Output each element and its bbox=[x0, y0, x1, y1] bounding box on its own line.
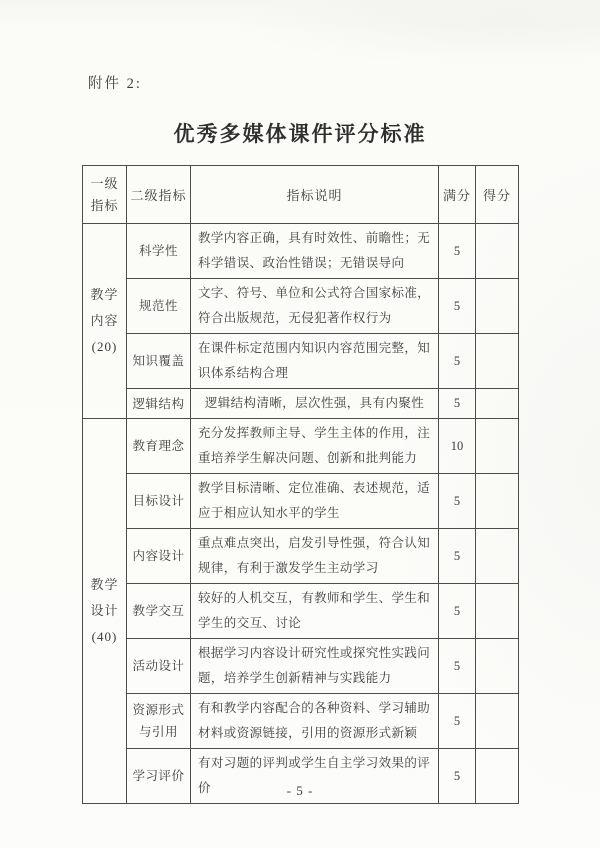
indicator-cell: 教育理念 bbox=[127, 419, 191, 474]
description-cell: 教学内容正确，具有时效性、前瞻性；无科学错误、政治性错误；无错误导向 bbox=[191, 224, 439, 279]
indicator-cell: 学习评价 bbox=[127, 749, 191, 804]
indicator-cell: 科学性 bbox=[127, 224, 191, 279]
score-cell bbox=[476, 389, 519, 419]
description-cell: 文字、符号、单位和公式符合国家标准，符合出版规范，无侵犯著作权行为 bbox=[191, 279, 439, 334]
table-row bbox=[83, 584, 519, 639]
description-cell: 充分发挥教师主导、学生主体的作用，注重培养学生解决问题、创新和批判能力 bbox=[191, 419, 439, 474]
full-score-cell: 5 bbox=[439, 749, 476, 804]
table-row bbox=[83, 279, 519, 334]
table-row bbox=[83, 419, 519, 474]
indicator-cell: 资源形式与引用 bbox=[127, 694, 191, 749]
full-score-cell: 5 bbox=[439, 639, 476, 694]
group-cell-teaching-design: 教学 设计 (40) bbox=[83, 419, 127, 804]
table-row bbox=[83, 639, 519, 694]
score-cell bbox=[476, 419, 519, 474]
full-score-cell: 5 bbox=[439, 529, 476, 584]
indicator-cell: 教学交互 bbox=[127, 584, 191, 639]
full-score-cell: 5 bbox=[439, 389, 476, 419]
indicator-cell: 活动设计 bbox=[127, 639, 191, 694]
table-row bbox=[83, 334, 519, 389]
description-cell: 重点难点突出，启发引导性强，符合认知规律，有利于激发学生主动学习 bbox=[191, 529, 439, 584]
table-header-row bbox=[83, 166, 519, 224]
col-header-level2: 二级指标 bbox=[127, 166, 191, 224]
col-header-level1-line1: 一级 bbox=[90, 175, 119, 191]
score-cell bbox=[476, 224, 519, 279]
score-cell bbox=[476, 279, 519, 334]
full-score-cell: 5 bbox=[439, 224, 476, 279]
description-cell: 教学目标清晰、定位准确、表述规范，适应于相应认知水平的学生 bbox=[191, 474, 439, 529]
description-cell: 有和教学内容配合的各种资料、学习辅助材料或资源链接，引用的资源形式新颖 bbox=[191, 694, 439, 749]
table-row bbox=[83, 529, 519, 584]
score-cell bbox=[476, 529, 519, 584]
col-header-full-score: 满分 bbox=[439, 166, 476, 224]
indicator-cell: 内容设计 bbox=[127, 529, 191, 584]
indicator-cell: 目标设计 bbox=[127, 474, 191, 529]
col-header-level1 bbox=[83, 166, 127, 224]
col-header-score: 得分 bbox=[476, 166, 519, 224]
group-cell-teaching-content: 教学 内容 (20) bbox=[83, 224, 127, 419]
score-cell bbox=[476, 584, 519, 639]
indicator-cell: 逻辑结构 bbox=[127, 389, 191, 419]
description-cell: 有对习题的评判或学生自主学习效果的评价 bbox=[191, 749, 439, 804]
full-score-cell: 5 bbox=[439, 334, 476, 389]
score-cell bbox=[476, 334, 519, 389]
table-row bbox=[83, 694, 519, 749]
score-table bbox=[82, 165, 519, 804]
description-cell: 较好的人机交互，有教师和学生、学生和学生的交互、讨论 bbox=[191, 584, 439, 639]
score-cell bbox=[476, 694, 519, 749]
table-row bbox=[83, 474, 519, 529]
description-cell: 根据学习内容设计研究性或探究性实践问题，培养学生创新精神与实践能力 bbox=[191, 639, 439, 694]
indicator-cell: 规范性 bbox=[127, 279, 191, 334]
col-header-description: 指标说明 bbox=[191, 166, 439, 224]
table-row bbox=[83, 389, 519, 419]
full-score-cell: 5 bbox=[439, 474, 476, 529]
full-score-cell: 5 bbox=[439, 694, 476, 749]
full-score-cell: 5 bbox=[439, 279, 476, 334]
score-cell bbox=[476, 474, 519, 529]
full-score-cell: 5 bbox=[439, 584, 476, 639]
attachment-label: 附件 2: bbox=[88, 76, 142, 92]
full-score-cell: 10 bbox=[439, 419, 476, 474]
score-cell bbox=[476, 639, 519, 694]
description-cell: 逻辑结构清晰，层次性强，具有内聚性 bbox=[191, 389, 439, 419]
page-title: 优秀多媒体课件评分标准 bbox=[173, 122, 427, 146]
description-cell: 在课件标定范围内知识内容范围完整，知识体系结构合理 bbox=[191, 334, 439, 389]
col-header-level1-line2: 指标 bbox=[90, 197, 119, 213]
indicator-cell: 知识覆盖 bbox=[127, 334, 191, 389]
table-row bbox=[83, 224, 519, 279]
page-number: - 5 - bbox=[286, 783, 314, 798]
